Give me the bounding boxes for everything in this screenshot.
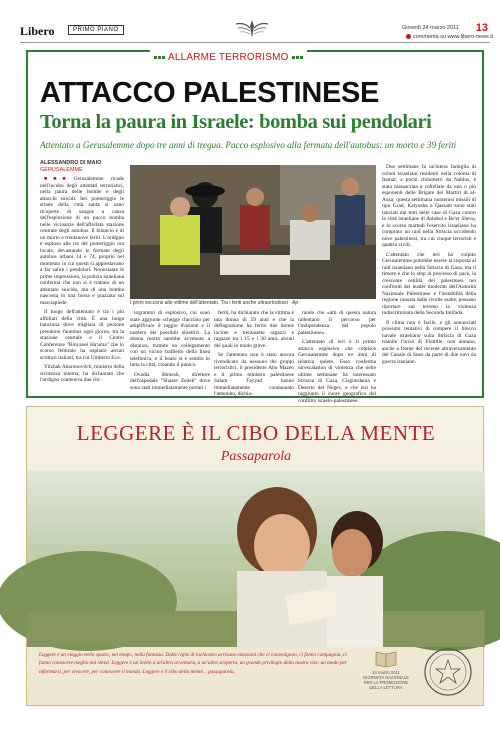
article-column-4: [298, 310, 376, 404]
comment-link[interactable]: [406, 34, 493, 40]
article-photo: [130, 165, 376, 299]
paragraph: ■■■ Gerusalemme ricade nell'incubo degli attentati terroristici, nella paura delle bombe e degli attacchi suicidi. Ieri pomeriggio le strade della città santa si sono ricoperte di sangue a causa dell'esplosione di un pacco bomba nelle vicinanze dell'affollata stazione centrale degli autobus. Il bilancio è di un morto e trentanove feriti. L'ordigno è esploso alle tre del pomeriggio ora locale, devastando le fermate degli autobus urbani 14 e 74, proprio nel momento in cui questi si apprestavano a far salire i pendolari. Nonostante le prime impressioni, la polizia israeliana conferma che non si è trattato di un attentato suicida, ma di una bomba nascosta in una borsa e piazzata sul marciapiede.: [40, 176, 124, 306]
badge-date: 24 marzo 2011: [372, 670, 400, 675]
ad-brand: Passaparola: [220, 449, 292, 464]
masthead: Libero: [20, 24, 55, 38]
article-kicker: [150, 50, 307, 64]
paragraph: feriti, ha dichiarato che la vittima è una donna di 59 anni e che la deflagrazione ha ferito due donne incinte e trentasette ragazzi e ragazze tra i 15 e i 30 anni, alcuni dei quali in modo grave.: [214, 310, 294, 349]
article-column-1: [40, 176, 124, 390]
reading-day-badge: [357, 649, 415, 690]
badge-line-1: GIORNATA NAZIONALE: [363, 675, 409, 680]
page-header: [20, 22, 494, 40]
author-name: ALESSANDRO DI MAIO: [40, 160, 102, 166]
paragraph: Due settimane fa un'intera famiglia di coloni israeliani residenti nella colonia di Itamar, a pochi chilometri da Nablus, è stata massacrata a coltellate da uno o più esponenti delle Brigate dei Martiri di al-Aqsa; questa settimana numerosi missili di tipo Grad, Katyusha e Qassam sono stati lanciati dai tetti delle case di Gaza contro le città israeliane di Ashdod e Be'er Sheva; e lo scorso martedì l'esercito israeliano ha compiuto un raid nella Striscia uccidendo nove palestinesi, tra cui cinque terroristi e quattro civili.: [382, 164, 476, 248]
issue-date: Giovedì 24 marzo 2011: [402, 25, 459, 31]
article-summary: Attentato a Gerusalemme dopo tre anni di tregua. Pacco esplosivo alla fermata dell'autobus: un morto e 39 feriti: [40, 140, 457, 150]
lead-marker-icon: ■■■: [44, 176, 72, 182]
article-subheadline: Torna la paura in Israele: bomba sui pendolari: [40, 111, 432, 133]
paragraph: Ovadia Shmesh, direttore dell'ospedale "Shaare Zedek" dove sono stati immediatamente portati i: [130, 371, 210, 391]
article-column-5: [382, 164, 476, 390]
photo-credit: Ap: [292, 300, 299, 306]
paragraph: Il luogo dell'attentato è tra i più affollati della città. È una lunga banchina dove migliaia di persone prendono l'autobus ogni giorno, tra la stazione centrale e il Centro Conferenze "Binyanei Ha'uma" che lo scorso febbraio ha ospitato alcuni scrittori italiani, tra cui Umberto Eco.: [40, 309, 124, 361]
article-column-2: [130, 310, 210, 390]
kicker-dots-icon: [292, 56, 303, 59]
badge-line-2: PER LA PROMOZIONE DELLA LETTURA: [363, 680, 409, 690]
section-label: PRIMO PIANO: [68, 25, 124, 35]
ad-title: LEGGERE È IL CIBO DELLA MENTE: [76, 421, 436, 445]
book-icon: [375, 649, 397, 667]
comment-link-label: commenta su www.libero-news.it: [413, 34, 494, 40]
paragraph: Se l'attentato non è stato ancora rivendicato da nessuno dei gruppi terroristici, il presidente Abu Mazen e il primo ministro palestinese Salam Fayyad hanno immediatamente condannato l'attentato, dichia-: [214, 352, 294, 397]
paragraph: L'attentato che ieri ha colpito Gerusalemme potrebbe essere la risposta al raid israeliano nella Striscia di Gaza, ma il timore è che lo stop al processo di pace, la crescente ostilità dei palestinesi nei confronti dei leader moderati dell'Autorità Nazionale Palestinese e l'instabilità della regione causata dalle rivolte arabe, possano riportare sul terreno la violenza indiscriminata della Seconda Intifada.: [382, 251, 476, 316]
rescue-scene-image: [130, 165, 376, 299]
kicker-dots-icon: [154, 56, 165, 59]
newspaper-emblem-icon: [232, 18, 272, 40]
ad-body-text: Leggere è un viaggio nello spazio, nel tempo, nella fantasia. Dalle righe di inchiostro arrivano emozioni che ci coinvolgono, ci fanno compagnia, ci fanno conoscere meglio noi stessi. Leggere è un invito a un'altra avventura, a un'altra scoperta, un grande privilegio della nostra vita: un modo per informarsi, per crescere, per conoscere il mondo. Leggere è il cibo della mente... passaparola.: [39, 652, 347, 675]
page-number: 13: [475, 22, 488, 34]
paragraph: Il clima non è facile, e gli annunciati prossimi tentativi di rompere il blocco navale israeliano sulla Striscia di Gaza tramite l'invio di Flottille, non aiutano, anche a fronte del recente attraversamento del Canale di Suez da parte di due navi da guerra iraniane.: [382, 319, 476, 365]
children-reading-image: [27, 471, 485, 647]
reading-advertisement: [26, 406, 484, 706]
article-headline: ATTACCO PALESTINESE: [40, 77, 380, 109]
paragraph: logrammi di esplosivo, cui sono state aggiunte schegge d'acciaio per amplificare il raggio d'azione e il numero dei possibili obiettivi. La donna morta sarebbe avvenuta a distanza, tramite un collegamento con un vicino trafiletto della linea telefonica, e il boato si è sentito in tutta la città, creando il panico.: [130, 310, 210, 368]
paragraph: rando che «atti di questa natura rallentano il percorso per l'indipendenza del popolo palestinese».: [298, 310, 376, 336]
comment-icon: [406, 34, 411, 39]
paragraph: L'attentato di ieri è il primo attacco esplosivo che colpisce Gerusalemme dopo tre anni di relativa quiete. Esso conferma un'escalation di violenza che nelle ultime settimane ha interessato Striscia di Gaza, Cisgiordania e Deserto del Negev, e che ieri ha raggiunto il cuore geografico del conflitto israelo-palestinese.: [298, 339, 376, 404]
article-column-3: [214, 310, 294, 397]
caption-text: I primi soccorsi alle vittime dell'attentato. Tra i feriti anche ultraortodossi: [130, 300, 288, 306]
byline: [40, 160, 101, 173]
header-divider: [20, 42, 490, 43]
kicker-label: ALLARME TERRORISMO: [168, 51, 289, 63]
republic-seal-icon: [423, 647, 473, 697]
photo-caption: [130, 300, 376, 306]
paragraph: Yitzhak Aharonovitch, ministro della sicurezza interna, ha dichiarato che l'ordigno conteneva due chi-: [40, 364, 124, 383]
dateline-place: GERUSALEMME: [40, 167, 83, 173]
